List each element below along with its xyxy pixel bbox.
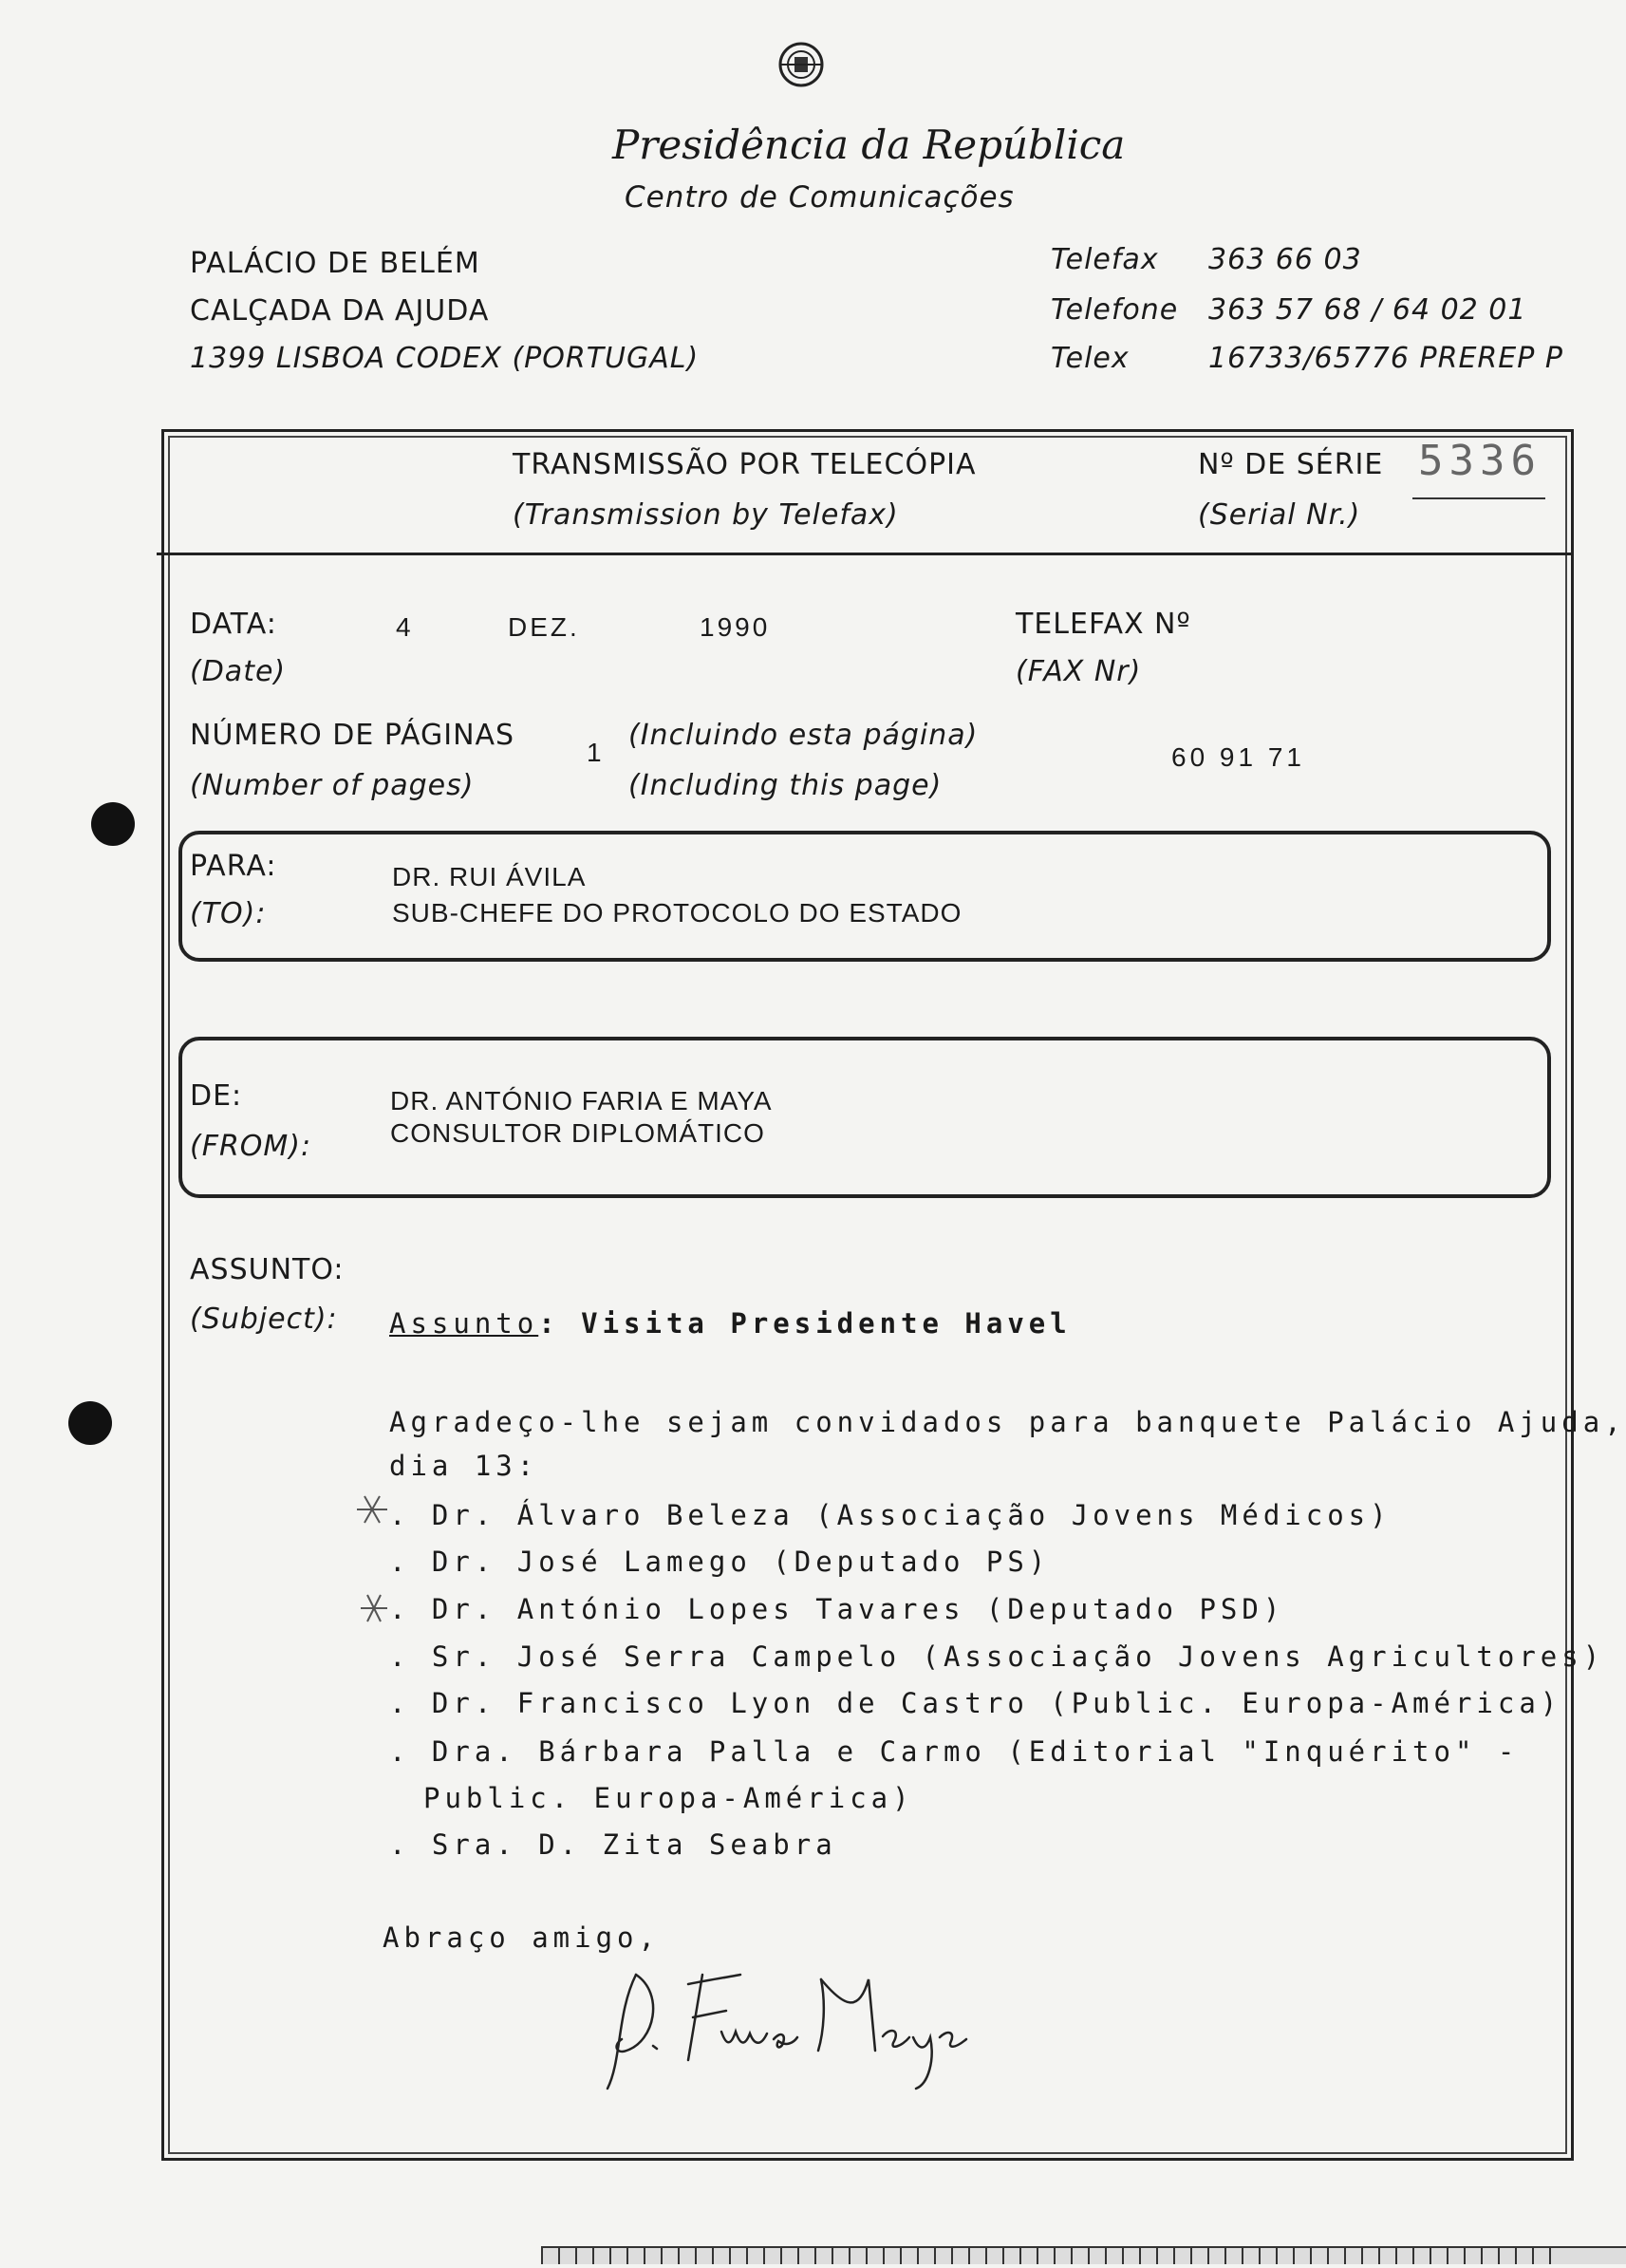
guest-line: . Sr. José Serra Campelo (Associação Jovens Agricultores) — [389, 1640, 1605, 1673]
guest-line: . Sra. D. Zita Seabra — [389, 1828, 837, 1861]
recipient-role: SUB-CHEFE DO PROTOCOLO DO ESTADO — [392, 898, 963, 928]
fax-label: TELEFAX Nº — [1016, 608, 1191, 641]
pages-value: 1 — [587, 738, 603, 767]
date-year: 1990 — [700, 612, 771, 642]
subject-label-en: (Subject): — [190, 1303, 338, 1336]
letterhead-subtitle: Centro de Comunicações — [625, 180, 1015, 215]
subject-prefix: Assunto — [389, 1307, 539, 1340]
contact-telefone-label: Telefone — [1051, 293, 1179, 327]
serial-underline — [1412, 497, 1545, 499]
date-label: DATA: — [190, 608, 277, 641]
contact-telefax-label: Telefax — [1051, 243, 1159, 276]
scan-ruler — [541, 2246, 1626, 2264]
subject-label: ASSUNTO: — [190, 1253, 345, 1286]
contact-telefone-value: 363 57 68 / 64 02 01 — [1208, 293, 1527, 327]
pages-note: (Incluindo esta página) — [628, 719, 979, 752]
coat-of-arms-icon — [778, 40, 824, 89]
punch-hole-bottom — [68, 1401, 112, 1445]
guest-line: . Dr. Francisco Lyon de Castro (Public. Europa-América) — [389, 1687, 1562, 1719]
recipient-box — [178, 831, 1551, 962]
from-label-en: (FROM): — [190, 1130, 312, 1163]
address-line-1: PALÁCIO DE BELÉM — [190, 247, 480, 280]
guest-line: . Dr. José Lamego (Deputado PS) — [389, 1546, 1051, 1578]
sender-name: DR. ANTÓNIO FARIA E MAYA — [390, 1086, 773, 1115]
address-line-2: CALÇADA DA AJUDA — [190, 294, 490, 328]
guest-line: . Dr. Álvaro Beleza (Associação Jovens Médicos) — [389, 1499, 1392, 1531]
header-divider — [157, 553, 1571, 555]
sender-role: CONSULTOR DIPLOMÁTICO — [390, 1118, 765, 1148]
fax-label-en: (FAX Nr) — [1016, 655, 1142, 688]
guest-line: . Dra. Bárbara Palla e Carmo (Editorial "Inquérito" - — [389, 1735, 1520, 1768]
fax-number: 60 91 71 — [1171, 742, 1305, 772]
transmission-title-en: (Transmission by Telefax) — [513, 498, 899, 532]
asterisk-mark-icon — [357, 1591, 391, 1625]
pages-label-en: (Number of pages) — [190, 769, 475, 802]
punch-hole-top — [91, 802, 135, 846]
serial-number: 5336 — [1418, 437, 1542, 485]
asterisk-mark-icon — [353, 1492, 391, 1527]
recipient-name: DR. RUI ÁVILA — [392, 862, 587, 891]
contact-telex-value: 16733/65776 PREREP P — [1208, 342, 1563, 375]
from-label: DE: — [190, 1079, 243, 1113]
date-month: DEZ. — [508, 612, 580, 642]
date-label-en: (Date) — [190, 655, 287, 688]
letterhead-title: Presidência da República — [612, 122, 1126, 168]
to-label-en: (TO): — [190, 897, 267, 930]
transmission-title: TRANSMISSÃO POR TELECÓPIA — [513, 448, 977, 481]
serial-label: Nº DE SÉRIE — [1198, 448, 1384, 481]
pages-note-en: (Including this page) — [628, 769, 943, 802]
signature — [598, 1956, 997, 2098]
closing: Abraço amigo, — [383, 1921, 660, 1954]
date-day: 4 — [396, 612, 412, 642]
body-intro-line-1: Agradeço-lhe sejam convidados para banquete Palácio Ajuda, — [389, 1406, 1626, 1438]
body-intro-line-2: dia 13: — [389, 1450, 539, 1482]
subject-text: : Visita Presidente Havel — [538, 1307, 1072, 1340]
contact-telefax-value: 363 66 03 — [1208, 243, 1362, 276]
serial-label-en: (Serial Nr.) — [1198, 498, 1361, 532]
address-line-3: 1399 LISBOA CODEX (PORTUGAL) — [190, 342, 700, 375]
contact-telex-label: Telex — [1051, 342, 1130, 375]
pages-label: NÚMERO DE PÁGINAS — [190, 719, 515, 752]
sender-box — [178, 1037, 1551, 1198]
guest-line: . Dr. António Lopes Tavares (Deputado PSD) — [389, 1593, 1285, 1625]
guest-line-continued: Public. Europa-América) — [423, 1782, 914, 1814]
form-frame — [161, 429, 1574, 2161]
to-label: PARA: — [190, 850, 277, 883]
subject-line — [389, 1307, 1072, 1340]
